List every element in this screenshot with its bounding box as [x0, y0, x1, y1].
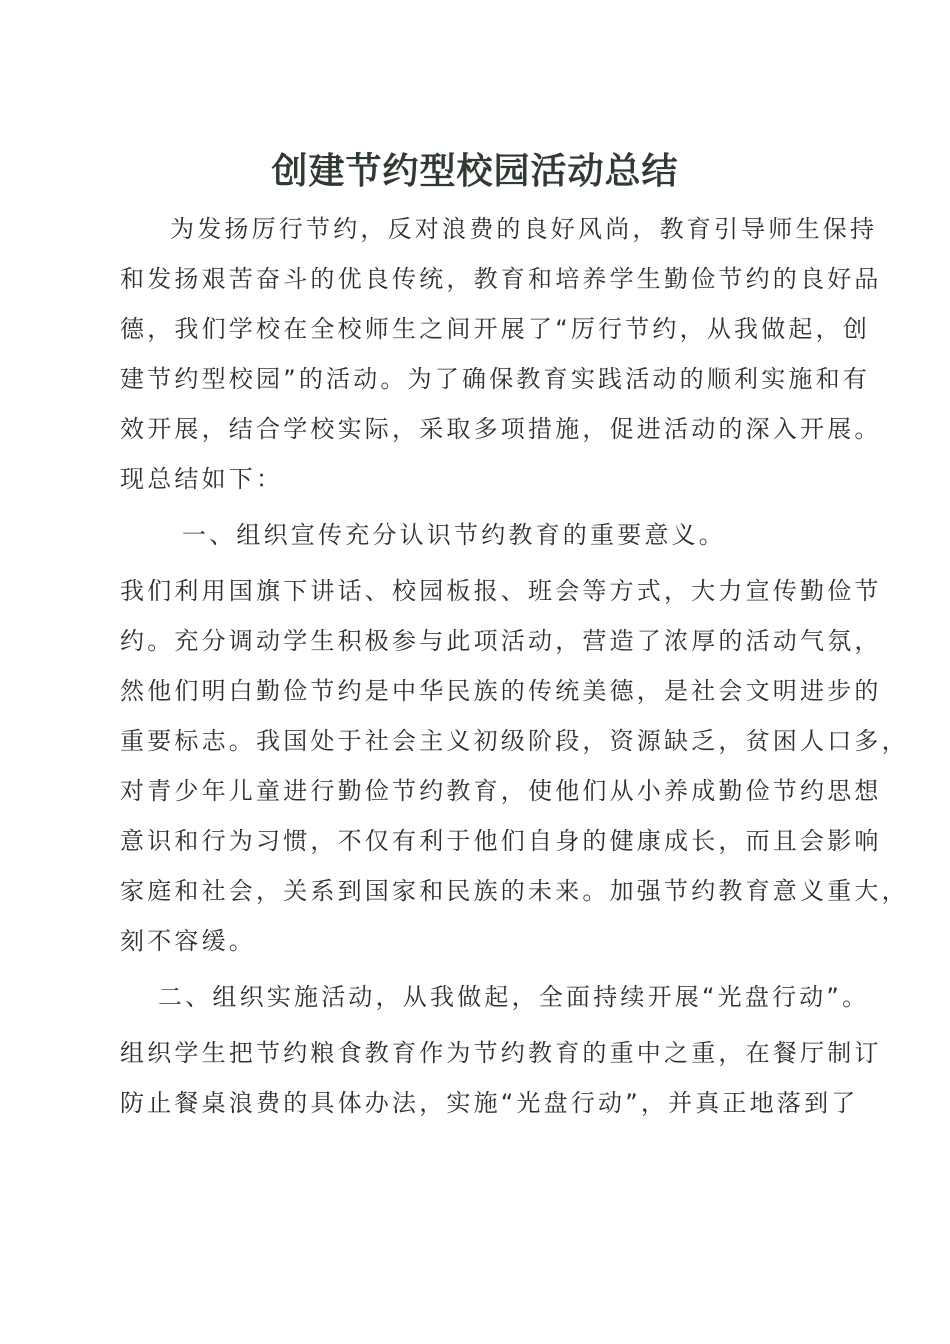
- paragraph-line: 重要标志。我国处于社会主义初级阶段，资源缺乏，贫困人口多，: [120, 727, 909, 755]
- paragraph-line: 建节约型校园”的活动。为了确保教育实践活动的顺利实施和有: [120, 365, 871, 393]
- paragraph-line: 和发扬艰苦奋斗的优良传统，教育和培养学生勤俭节约的良好品: [120, 265, 882, 293]
- paragraph-line: 刻不容缓。: [120, 927, 256, 955]
- document-title: 创建节约型校园活动总结: [271, 150, 679, 192]
- paragraph-line: 家庭和社会，关系到国家和民族的未来。加强节约教育意义重大，: [120, 877, 909, 905]
- paragraph-line: 意识和行为习惯，不仅有利于他们自身的健康成长，而且会影响: [120, 827, 882, 855]
- section-heading: 二、组织实施活动，从我做起，全面持续开展“光盘行动”。: [158, 983, 870, 1011]
- paragraph-line: 我们利用国旗下讲话、校园板报、班会等方式，大力宣传勤俭节: [120, 577, 882, 605]
- paragraph-line: 然他们明白勤俭节约是中华民族的传统美德，是社会文明进步的: [120, 677, 882, 705]
- paragraph-line: 德，我们学校在全校师生之间开展了“厉行节约，从我做起，创: [120, 315, 871, 343]
- paragraph-line: 为发扬厉行节约，反对浪费的良好风尚，教育引导师生保持: [170, 215, 878, 243]
- paragraph-line: 约。充分调动学生积极参与此项活动，营造了浓厚的活动气氛，: [120, 627, 882, 655]
- paragraph-line: 效开展，结合学校实际，采取多项措施，促进活动的深入开展。: [120, 415, 882, 443]
- paragraph-line: 组织学生把节约粮食教育作为节约教育的重中之重，在餐厅制订: [120, 1039, 882, 1067]
- paragraph-line: 对青少年儿童进行勤俭节约教育，使他们从小养成勤俭节约思想: [120, 777, 882, 805]
- paragraph-line: 防止餐桌浪费的具体办法，实施“光盘行动”，并真正地落到了: [120, 1089, 859, 1117]
- section-heading: 一、组织宣传充分认识节约教育的重要意义。: [182, 521, 726, 549]
- paragraph-line: 现总结如下：: [120, 465, 284, 493]
